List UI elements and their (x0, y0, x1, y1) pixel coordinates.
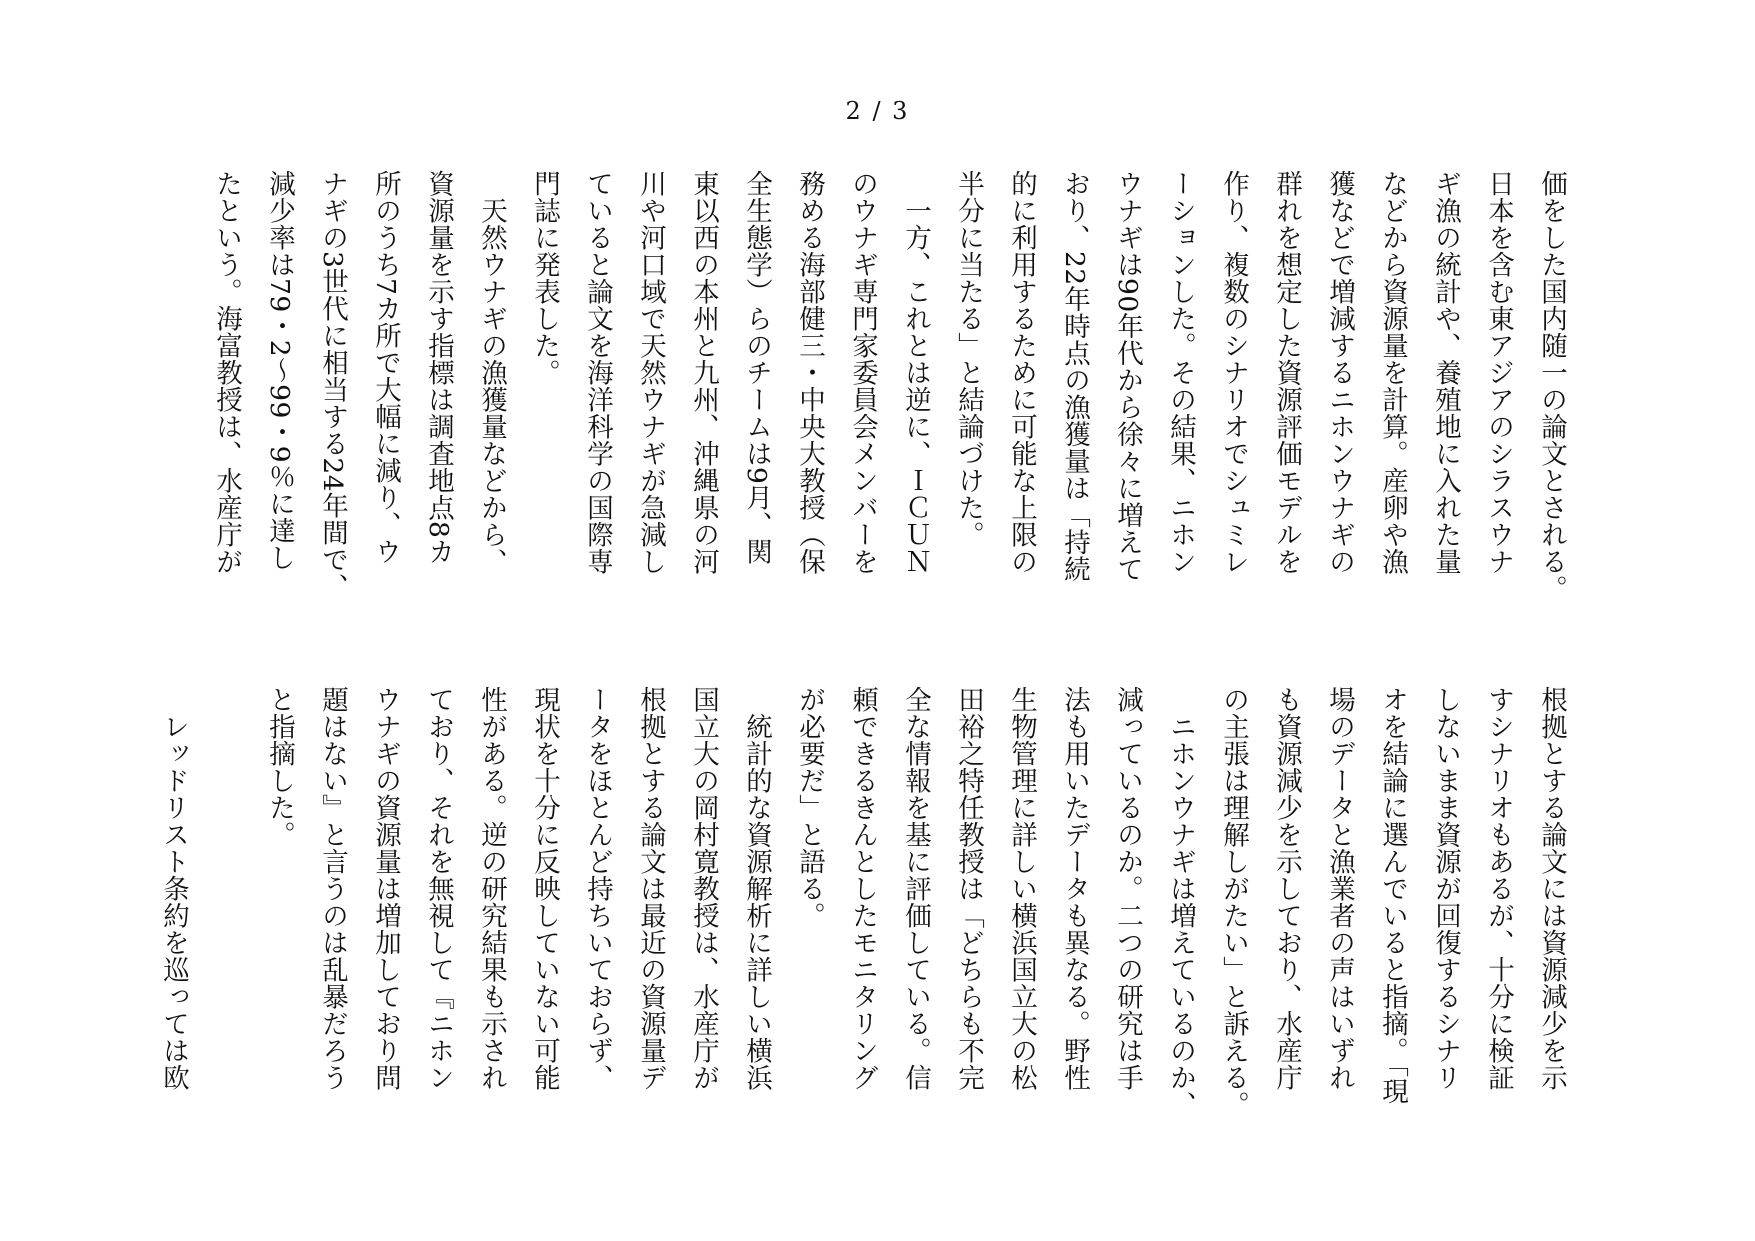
paragraph: レッドリスト条約を巡っては欧 (158, 713, 189, 1091)
paragraph: ニホンウナギは増えているのか、 減っているのか。二つの研究は手 法も用いたデータも異なる。野性 生物管理に詳しい横浜国立大の松 田裕之特任教授は「どちらも不完 全な情報を基に評価している。信 頼できるきんとしたモニタリング が必要だ」と語る。 (794, 686, 1196, 1118)
paragraph: 統計的な資源解析に詳しい横浜 国立大の岡村寛教授は、水産庁が 根拠とする論文は最近の資源量デ ータをほとんど持ちいておらず、 現状を十分に反映していない可能 性がある。逆の研究結果も示され ており、それを無視して『ニホン ウナギの資源量は増加しており問 題はない』と言うのは乱暴だろう と指摘した。 (264, 686, 772, 1091)
article-text-lower (158, 686, 1578, 1118)
article-text-upper (198, 170, 1578, 602)
paragraph: 一方、これとは逆に、ＩＣＵＮ のウナギ専門家委員会メンバーを 務める海部健三・中央大教授（保 全生態学）らのチームは9月、関 東以西の本州と九州、沖縄県の河 川や河口域で天然ウナギが急減し ていると論文を海洋科学の国際専 門誌に発表した。 (529, 170, 931, 575)
paragraph: 価をした国内随一の論文とされる。 日本を含む東アジアのシラスウナ ギ漁の統計や、養殖地に入れた量 などから資源量を計算。産卵や漁 獲などで増減するニホンウナギの 群れを想定した資源評価モデルを 作り、複数のシナリオでシュミレ ーションした。その結果、ニホン ウナギは90年代から徐々に増えて おり、22年時点の漁獲量は「持続 的に利用するために可能な上限の 半分に当たる」と結論づけた。 (953, 170, 1567, 602)
paragraph: 天然ウナギの漁獲量などから、 資源量を示す指標は調査地点8カ 所のうち7カ所で大幅に減り、ウ ナギの3世代に相当する24年間で、 減少率は79・2～99・9％に達し たという。海富教授は、水産庁が (211, 170, 507, 601)
paragraph: 根拠とする論文には資源減少を示 すシナリオもあるが、十分に検証 しないまま資源が回復するシナリ オを結論に選んでいると指摘。「現 場のデータと漁業者の声はいずれ も資源減少を示しており、水産庁 の主張は理解しがたい」と訴える。 (1218, 686, 1567, 1118)
page-number: 2 / 3 (845, 97, 910, 125)
